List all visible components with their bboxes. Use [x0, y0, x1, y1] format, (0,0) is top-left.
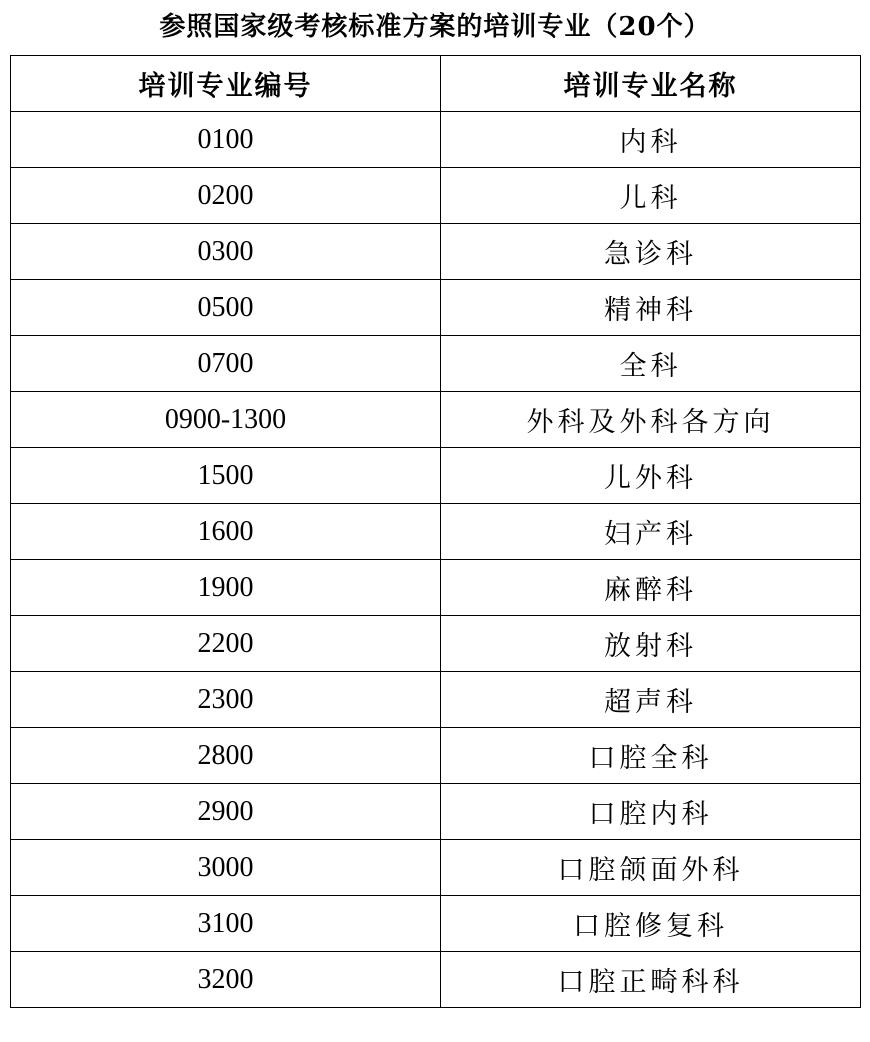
table-row — [11, 952, 861, 1008]
header-row — [11, 56, 861, 112]
table-row — [11, 784, 861, 840]
specialty-name: 麻醉科 — [441, 560, 861, 616]
table-row — [11, 728, 861, 784]
table-row — [11, 112, 861, 168]
table-row — [11, 224, 861, 280]
header-specialty-code: 培训专业编号 — [11, 56, 441, 112]
table-row — [11, 168, 861, 224]
specialty-name: 儿科 — [441, 168, 861, 224]
table-row — [11, 840, 861, 896]
table-row — [11, 392, 861, 448]
table-row — [11, 616, 861, 672]
document-title: 参照国家级考核标准方案的培训专业（20个） — [159, 12, 711, 42]
specialty-name: 急诊科 — [441, 224, 861, 280]
table-row — [11, 504, 861, 560]
specialty-code: 2200 — [11, 616, 441, 672]
specialty-code: 0200 — [11, 168, 441, 224]
table-header — [11, 56, 861, 112]
specialty-code: 3000 — [11, 840, 441, 896]
specialty-name: 放射科 — [441, 616, 861, 672]
specialty-code: 1500 — [11, 448, 441, 504]
specialty-name: 口腔正畸科科 — [441, 952, 861, 1008]
specialty-code: 0900-1300 — [11, 392, 441, 448]
header-specialty-name: 培训专业名称 — [441, 56, 861, 112]
specialty-name: 口腔颌面外科 — [441, 840, 861, 896]
specialty-code: 2800 — [11, 728, 441, 784]
specialty-code: 2900 — [11, 784, 441, 840]
specialty-name: 口腔内科 — [441, 784, 861, 840]
specialty-code: 3100 — [11, 896, 441, 952]
table-body — [11, 112, 861, 1008]
specialty-code: 0500 — [11, 280, 441, 336]
specialty-name: 儿外科 — [441, 448, 861, 504]
specialty-name: 全科 — [441, 336, 861, 392]
specialty-name: 口腔全科 — [441, 728, 861, 784]
specialty-name: 外科及外科各方向 — [441, 392, 861, 448]
table-row — [11, 336, 861, 392]
specialty-name: 内科 — [441, 112, 861, 168]
specialty-name: 超声科 — [441, 672, 861, 728]
specialty-code: 0100 — [11, 112, 441, 168]
specialty-name: 精神科 — [441, 280, 861, 336]
specialty-table — [10, 55, 861, 1008]
specialty-code: 2300 — [11, 672, 441, 728]
specialty-code: 0700 — [11, 336, 441, 392]
specialty-code: 1900 — [11, 560, 441, 616]
table-row — [11, 448, 861, 504]
table-row — [11, 280, 861, 336]
table-row — [11, 672, 861, 728]
table-row — [11, 560, 861, 616]
specialty-code: 1600 — [11, 504, 441, 560]
specialty-code: 3200 — [11, 952, 441, 1008]
specialty-name: 口腔修复科 — [441, 896, 861, 952]
table-row — [11, 896, 861, 952]
specialty-code: 0300 — [11, 224, 441, 280]
specialty-name: 妇产科 — [441, 504, 861, 560]
